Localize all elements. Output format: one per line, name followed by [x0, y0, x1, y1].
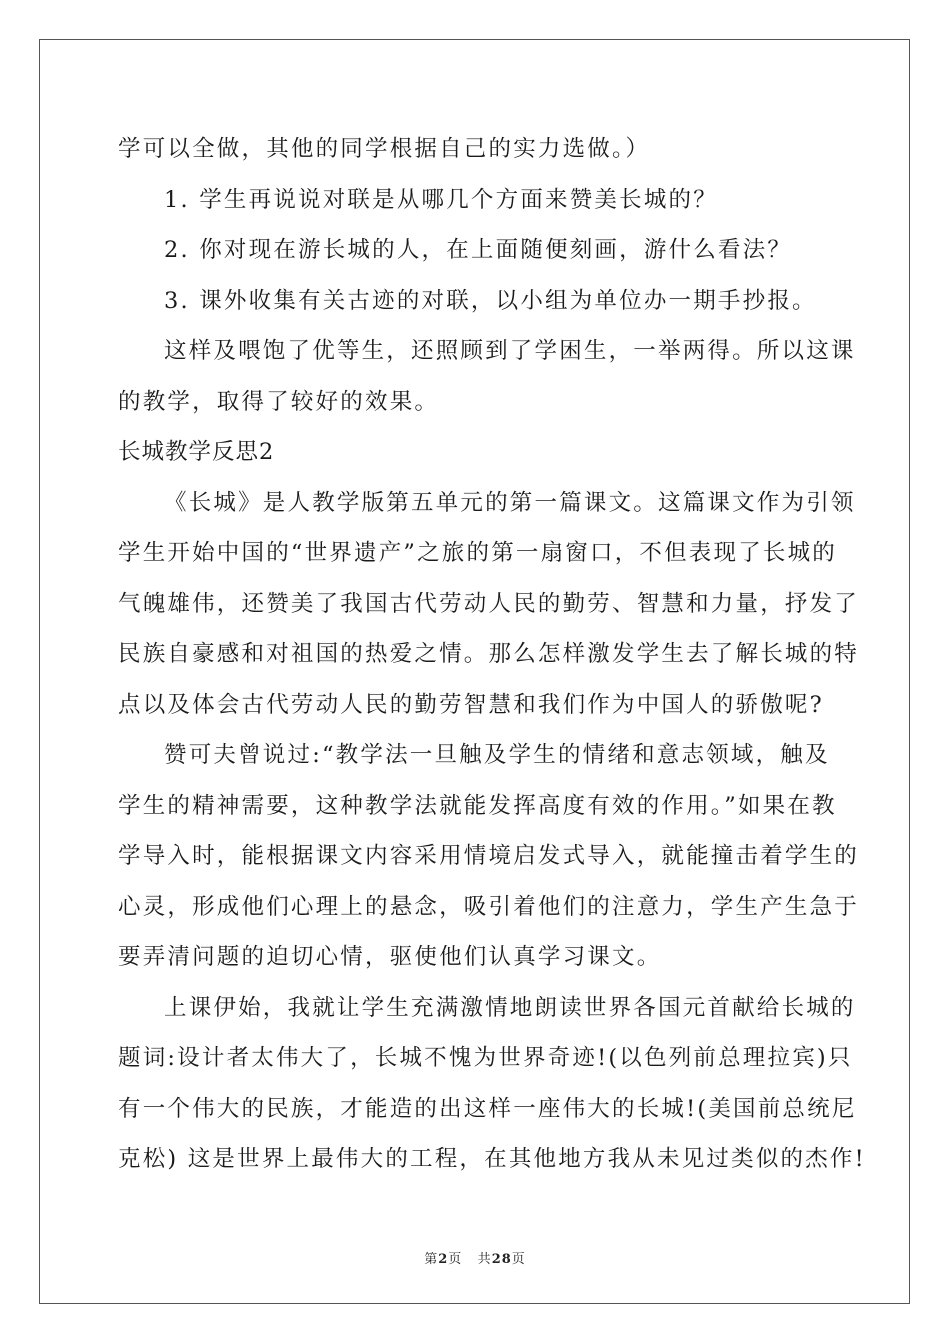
text-line: 学可以全做，其他的同学根据自己的实力选做。）	[118, 136, 651, 162]
page-suffix: 页	[448, 1252, 463, 1267]
page-number: 2	[438, 1252, 449, 1267]
text-line: 学生的精神需要，这种教学法就能发挥高度有效的作用。”如果在教	[118, 792, 837, 819]
paragraph-start: 《长城》是人教学版第五单元的第一篇课文。这篇课文作为引领	[164, 489, 856, 516]
text-line: 点以及体会古代劳动人民的勤劳智慧和我们作为中国人的骄傲呢?	[118, 691, 824, 718]
list-item: 3. 课外收集有关古迹的对联，以小组为单位办一期手抄报。	[164, 287, 817, 314]
text-line: 心灵，形成他们心理上的悬念，吸引着他们的注意力，学生产生急于	[118, 893, 860, 920]
page-prefix: 第	[424, 1252, 439, 1267]
document-body	[118, 124, 866, 1185]
list-item: 2. 你对现在游长城的人，在上面随便刻画，游什么看法？	[164, 237, 793, 263]
total-suffix: 页	[511, 1252, 526, 1267]
total-pages: 28	[491, 1252, 512, 1267]
paragraph-start: 赞可夫曾说过:“教学法一旦触及学生的情绪和意志领域，触及	[164, 742, 830, 768]
text-line: 民族自豪感和对祖国的热爱之情。那么怎样激发学生去了解长城的特	[118, 641, 860, 667]
list-item: 1. 学生再说说对联是从哪几个方面来赞美长城的？	[164, 186, 718, 213]
page-footer	[0, 1248, 950, 1267]
text-line: 有一个伟大的民族，才能造的出这样一座伟大的长城!(美国前总统尼	[118, 1095, 857, 1122]
text-line: 题词:设计者太伟大了，长城不愧为世界奇迹!(以色列前总理拉宾)只	[118, 1045, 853, 1071]
paragraph-start: 上课伊始，我就让学生充满激情地朗读世界各国元首献给长城的	[164, 994, 856, 1021]
text-line: 学导入时，能根据课文内容采用情境启发式导入，就能撞击着学生的	[118, 843, 860, 869]
text-line: 克松) 这是世界上最伟大的工程，在其他地方我从未见过类似的杰作!	[118, 1146, 866, 1172]
text-line: 的教学，取得了较好的效果。	[118, 388, 440, 415]
text-line: 气魄雄伟，还赞美了我国古代劳动人民的勤劳、智慧和力量，抒发了	[118, 590, 860, 617]
text-line: 学生开始中国的“世界遗产”之旅的第一扇窗口，不但表现了长城的	[118, 540, 838, 566]
section-heading: 长城教学反思2	[118, 439, 275, 465]
text-line: 要弄清问题的迫切心情，驱使他们认真学习课文。	[118, 944, 662, 970]
total-prefix: 共	[477, 1252, 492, 1267]
paragraph-start: 这样及喂饱了优等生，还照顾到了学困生，一举两得。所以这课	[164, 338, 856, 364]
